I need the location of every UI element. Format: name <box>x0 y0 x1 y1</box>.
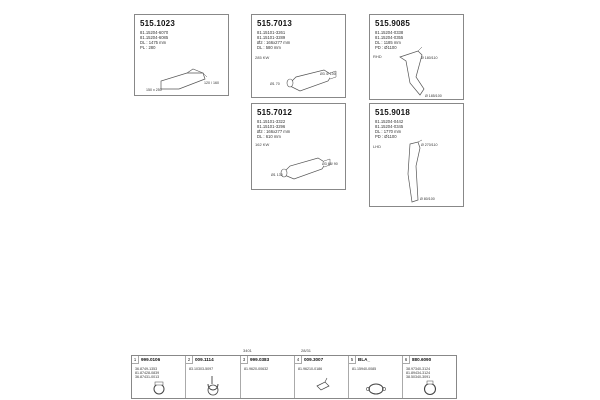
accessory-item[interactable] <box>349 356 403 398</box>
part-card-515-1023[interactable] <box>134 14 229 96</box>
item-index: 5 <box>349 356 356 364</box>
item-ref: 38.97340-3124 <box>406 367 431 371</box>
dim-label: Ø1 130 <box>271 173 283 177</box>
muffler-icon <box>252 104 347 191</box>
part-card-515-7013[interactable] <box>251 14 346 98</box>
spec-line: 81.15101-3289 <box>257 35 286 40</box>
part-number: 515.9018 <box>375 108 410 117</box>
spec-line: 81.15204-0345 <box>375 124 404 129</box>
item-index: 6 <box>403 356 410 364</box>
item-index: 4 <box>295 356 302 364</box>
dim-label: Ø 185/100 <box>425 94 442 98</box>
spec-line: Ø2 : 166x277 mm <box>257 129 291 134</box>
item-part-number: BLA_ <box>358 357 370 362</box>
spec-line: DL : 1770 mm <box>375 129 402 134</box>
item-ref: 81.96210-0186 <box>298 367 323 371</box>
accessory-item[interactable] <box>132 356 186 398</box>
bent-pipe-icon <box>370 15 465 101</box>
item-index: 3 <box>241 356 248 364</box>
item-part-number: 009.3007 <box>304 357 324 362</box>
gasket-icon <box>349 356 403 398</box>
spec-line: 81.15101-3322 <box>257 119 286 124</box>
spec-line: 81.15204-0442 <box>375 119 404 124</box>
item-ref: 81.9620-00632 <box>244 367 269 371</box>
spec-line: PD : Ø1100 <box>375 45 397 50</box>
drive-note: RHD <box>373 54 382 59</box>
dim-label: 120 / 160 <box>204 81 219 85</box>
drive-note: LHD <box>373 144 382 149</box>
rubber-hanger-icon <box>295 356 349 398</box>
accessory-item[interactable] <box>186 356 241 398</box>
accessory-item[interactable] <box>241 356 295 398</box>
accessory-item[interactable] <box>295 356 349 398</box>
item-index: 2 <box>186 356 193 364</box>
spec-line: PD : Ø1100 <box>375 134 397 139</box>
long-pipe-icon <box>370 104 465 208</box>
item-index: 1 <box>132 356 139 364</box>
dim-label: Ø3 4/ 100 <box>320 72 336 76</box>
spec-line: PL : 280 <box>140 45 156 50</box>
part-card-515-9085[interactable] <box>369 14 464 100</box>
exhaust-pipe-icon <box>135 15 230 97</box>
spec-line: 81.15101-3296 <box>257 124 286 129</box>
accessory-item[interactable] <box>403 356 456 398</box>
dim-label: Ø3 68/ 90 <box>322 162 338 166</box>
dim-label: Ø 80/100 <box>420 197 435 201</box>
item-ref: 81.15940-0085 <box>352 367 377 371</box>
item-ref: 38.50340-3091 <box>406 375 431 379</box>
part-card-515-7012[interactable] <box>251 103 346 190</box>
part-number: 515.7013 <box>257 19 292 28</box>
dim-label: 150 x 250 <box>146 88 162 92</box>
clamp-icon <box>132 356 186 398</box>
strip-header-right: 28/31 <box>301 348 312 353</box>
spec-line: Ø2 : 166x277 mm <box>257 40 291 45</box>
strip-header-left: 3401 <box>243 348 252 353</box>
part-number: 515.9085 <box>375 19 410 28</box>
spec-line: 81.15204-6085 <box>140 35 169 40</box>
power-note: 285 KW <box>255 55 270 60</box>
item-ref: 36.8749-1353 <box>135 367 158 371</box>
item-part-number: 880.6090 <box>412 357 432 362</box>
spec-line: DL : 1475 mm <box>140 40 167 45</box>
power-note: 162 KW <box>255 142 270 147</box>
accessory-strip <box>131 355 457 399</box>
spec-line: 81.15204-0355 <box>375 35 404 40</box>
spec-line: 81.15204-6070 <box>140 30 169 35</box>
item-ref: 81.87428-0839 <box>135 371 160 375</box>
spec-line: DL : 580 mm <box>257 45 281 50</box>
item-part-number: 999.0106 <box>141 357 161 362</box>
dim-label: Ø 270/110 <box>421 143 438 147</box>
item-part-number: 999.0383 <box>250 357 270 362</box>
item-ref: 83.10303-5097 <box>189 367 214 371</box>
mount-bracket-icon <box>186 356 241 398</box>
item-ref: 36.87431-0013 <box>135 375 160 379</box>
item-part-number: 009.1114 <box>195 357 214 362</box>
part-card-515-9018[interactable] <box>369 103 464 207</box>
spec-line: DL : 1185 mm <box>375 40 401 45</box>
part-number: 515.7012 <box>257 108 292 117</box>
muffler-icon <box>252 15 347 99</box>
part-number: 515.1023 <box>140 19 175 28</box>
hose-clamp-icon <box>403 356 456 398</box>
spec-line: 81.15101-3261 <box>257 30 286 35</box>
spec-line: DL : 610 mm <box>257 134 281 139</box>
dim-label: Ø1 70 <box>270 82 280 86</box>
dim-label: Ø 180/110 <box>421 56 438 60</box>
spec-line: 81.15204-0338 <box>375 30 404 35</box>
item-ref: 81.89434-3124 <box>406 371 431 375</box>
